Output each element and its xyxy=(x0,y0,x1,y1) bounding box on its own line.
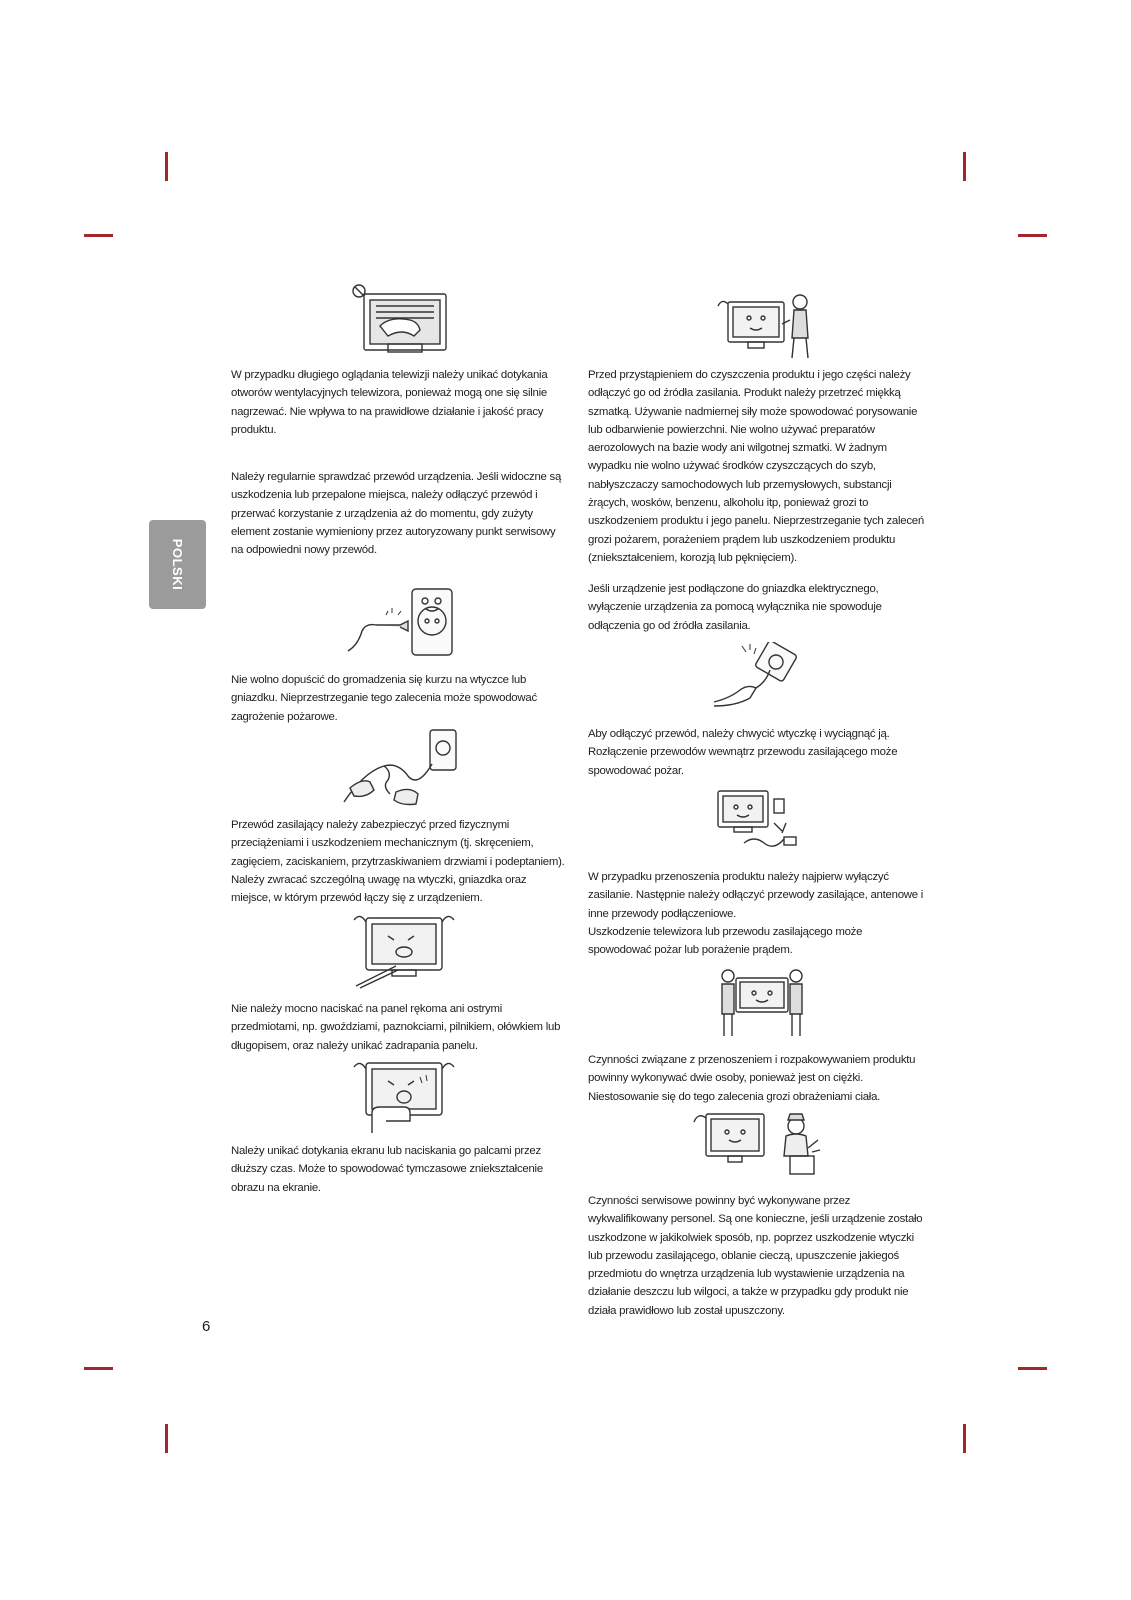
page-number: 6 xyxy=(202,1318,211,1335)
crop-mark-top-right-horizontal xyxy=(1018,234,1047,237)
left-paragraph-2: Należy regularnie sprawdzać przewód urządzenia. Jeśli widoczne są uszkodzenia lub przepalone miejsca, należy odłączyć przewód i przerwać korzystanie z urządzenia aż do momentu, gdy zużyty element zostanie wymieniony przez autoryzowany punkt serwisowy na odpowiedni nowy przewód. xyxy=(231,471,562,557)
tv-disconnected-cables-icon xyxy=(714,787,800,853)
left-paragraph-6: Należy unikać dotykania ekranu lub naciskania go palcami przez dłuższy czas. Może to spowodować tymczasowe zniekształcenie obrazu na ekranie. xyxy=(231,1145,543,1194)
right-paragraph-2: Jeśli urządzenie jest podłączone do gniazdka elektrycznego, wyłączenie urządzenia za pomocą wyłącznika nie spowoduje odłączenia go od źródła zasilania. xyxy=(588,583,882,632)
crop-mark-bottom-left-vertical xyxy=(165,1424,168,1453)
language-tab xyxy=(149,520,206,609)
crop-mark-top-right-vertical xyxy=(963,152,966,181)
twisted-cord-icon xyxy=(340,728,458,808)
pull-plug-icon xyxy=(712,642,802,708)
sharp-object-panel-icon xyxy=(352,910,456,990)
right-paragraph-6: Czynności serwisowe powinny być wykonywane przez wykwalifikowany personel. Są one konieczne, jeśli urządzenie zostało uszkodzone w jakikolwiek sposób, np. poprzez uszkodzenie wtyczki lub przewodu zasilającego, oblanie cieczą, upuszczenie jakiegoś przedmiotu do wnętrza urządzenia lub wystawienie urządzenia na działanie deszczu lub wilgoci, a także w przypadku gdy produkt nie działa prawidłowo lub został upuszczony. xyxy=(588,1195,923,1317)
right-paragraph-1: Przed przystąpieniem do czyszczenia produktu i jego części należy odłączyć go od źródła zasilania. Produkt należy przetrzeć miękką szmatką. Używanie nadmiernej siły może spowodować porysowanie lub odbarwienie powierzchni. Nie wolno używać preparatów aerozolowych na bazie wody ani wilgotnej szmatki. W żadnym wypadku nie wolno używać środków czyszczących do szyb, nabłyszczaczy samochodowych lub przemysłowych, substancji żrących, wosków, benzenu, alkoholu itp, ponieważ grozi to uszkodzeniem produktu i jego panelu. Nieprzestrzeganie tych zaleceń grozi pożarem, porażeniem prądem lub uszkodzeniem produktu (zniekształceniem, korozją lub pęknięciem). xyxy=(588,369,924,564)
service-technician-icon xyxy=(692,1108,822,1184)
crop-mark-bottom-right-vertical xyxy=(963,1424,966,1453)
crop-mark-bottom-right-horizontal xyxy=(1018,1367,1047,1370)
left-paragraph-1: W przypadku długiego oglądania telewizji należy unikać dotykania otworów wentylacyjnych telewizora, ponieważ mogą one się silnie nagrzewać. Nie wpływa to na prawidłowe działanie i jakość pracy produktu. xyxy=(231,369,548,436)
tv-vents-no-touch-icon xyxy=(350,282,450,354)
dusty-plug-socket-icon xyxy=(346,585,458,661)
crop-mark-bottom-left-horizontal xyxy=(84,1367,113,1370)
language-tab-label: POLSKI xyxy=(170,538,185,591)
right-paragraph-4: W przypadku przenoszenia produktu należy najpierw wyłączyć zasilanie. Następnie należy odłączyć przewody zasilające, antenowe i inne przewody podłączeniowe. Uszkodzenie telewizora lub przewodu zasilającego może spowodować pożar lub porażenie prądem. xyxy=(588,871,924,957)
finger-press-screen-icon xyxy=(352,1055,456,1135)
left-paragraph-4: Przewód zasilający należy zabezpieczyć przed fizycznymi przeciążeniami i uszkodzeniem mechanicznym (tj. skręceniem, zagięciem, zaciskaniem, przytrzaskiwaniem drzwiami i podeptaniem). Należy zwracać szczególną uwagę na wtyczki, gniazdka oraz miejsce, w którym przewód łączy się z urządzeniem. xyxy=(231,819,565,905)
crop-mark-top-left-vertical xyxy=(165,152,168,181)
cleaning-tv-icon xyxy=(716,290,820,360)
crop-mark-top-left-horizontal xyxy=(84,234,113,237)
left-paragraph-5: Nie należy mocno naciskać na panel rękoma ani ostrymi przedmiotami, np. gwoździami, paznokciami, pilnikiem, ołówkiem lub długopisem, oraz należy unikać zadrapania panelu. xyxy=(231,1003,561,1052)
right-paragraph-5: Czynności związane z przenoszeniem i rozpakowywaniem produktu powinny wykonywać dwie osoby, ponieważ jest on ciężki. Niestosowanie się do tego zalecenia grozi obrażeniami ciała. xyxy=(588,1054,916,1103)
right-paragraph-3: Aby odłączyć przewód, należy chwycić wtyczkę i wyciągnąć ją. Rozłączenie przewodów wewnątrz przewodu zasilającego może spowodować pożar. xyxy=(588,728,898,777)
left-paragraph-3: Nie wolno dopuścić do gromadzenia się kurzu na wtyczce lub gniazdku. Nieprzestrzeganie tego zalecenia może spowodować zagrożenie pożarowe. xyxy=(231,674,537,723)
two-people-carry-icon xyxy=(718,968,806,1038)
